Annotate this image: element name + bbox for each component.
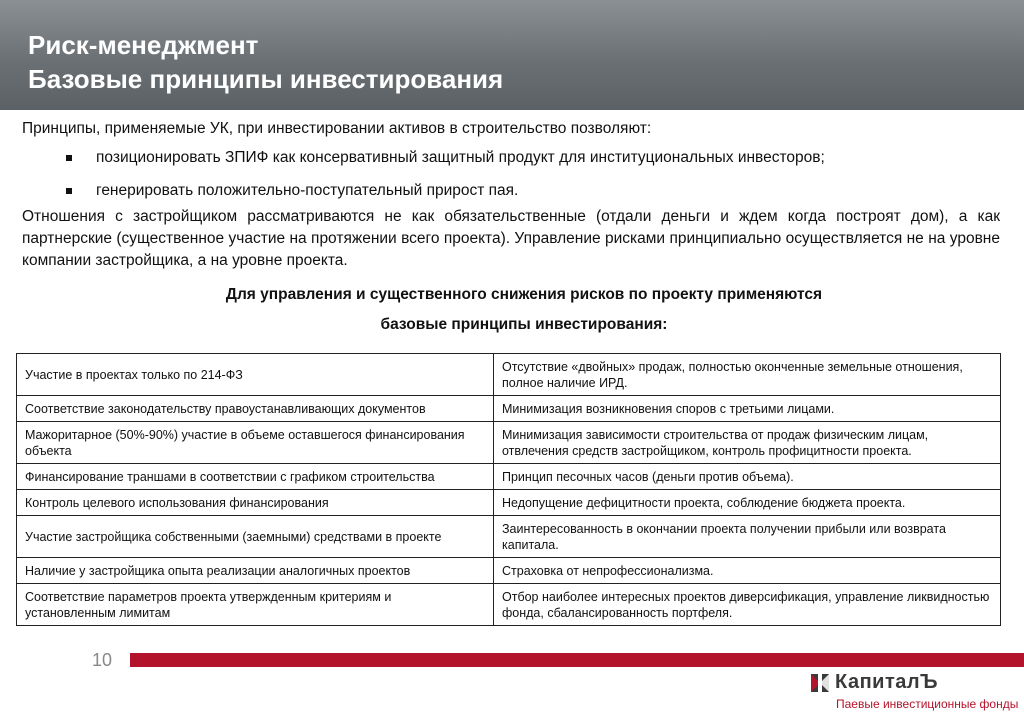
square-bullet-icon (66, 155, 72, 161)
table-cell-principle: Финансирование траншами в соответствии с графиком строительства (17, 464, 494, 490)
table-cell-principle: Мажоритарное (50%-90%) участие в объеме оставшегося финансирования объекта (17, 422, 494, 464)
table-cell-effect: Принцип песочных часов (деньги против объема). (494, 464, 1001, 490)
list-item (66, 180, 996, 202)
table-row (17, 422, 1001, 464)
table-cell-effect: Недопущение дефицитности проекта, соблюдение бюджета проекта. (494, 490, 1001, 516)
kapital-logo-icon (811, 674, 829, 692)
principles-table (16, 353, 1001, 626)
bullet-text: позиционировать ЗПИФ как консервативный защитный продукт для институциональных инвесторов; (96, 149, 825, 166)
table-row (17, 584, 1001, 626)
square-bullet-icon (66, 188, 72, 194)
footer-accent-bar (130, 653, 1024, 667)
slide-title-line2: Базовые принципы инвестирования (28, 64, 504, 94)
bullet-text: генерировать положительно-поступательный прирост пая. (96, 182, 519, 199)
page-number: 10 (92, 650, 113, 670)
table-cell-principle: Соответствие законодательству правоустанавливающих документов (17, 396, 494, 422)
logo-text: КапиталЪ (835, 671, 938, 693)
table-cell-effect: Минимизация возникновения споров с третьими лицами. (494, 396, 1001, 422)
bullet-list (66, 147, 996, 213)
table-cell-principle: Участие застройщика собственными (заемными) средствами в проекте (17, 516, 494, 558)
table-cell-effect: Отбор наиболее интересных проектов диверсификация, управление ликвидностью фонда, сбалансированность портфеля. (494, 584, 1001, 626)
table-row (17, 464, 1001, 490)
slide-header (0, 0, 1024, 110)
table-row (17, 490, 1001, 516)
table-cell-principle: Участие в проектах только по 214-ФЗ (17, 354, 494, 396)
table-cell-principle: Наличие у застройщика опыта реализации аналогичных проектов (17, 558, 494, 584)
list-item (66, 147, 996, 169)
slide-title-line1: Риск-менеджмент (28, 30, 259, 60)
table-cell-effect: Минимизация зависимости строительства от продаж физическим лицам, отвлечения средств застройщиком, контроль профицитности проекта. (494, 422, 1001, 464)
emphasis-line-1: Для управления и существенного снижения рисков по проекту применяются (225, 286, 823, 303)
table-cell-effect: Отсутствие «двойных» продаж, полностью оконченные земельные отношения, полное наличие ИРД. (494, 354, 1001, 396)
table-row (17, 558, 1001, 584)
table-row (17, 354, 1001, 396)
emphasis-line-2: базовые принципы инвестирования: (380, 316, 668, 333)
table-row (17, 516, 1001, 558)
table-cell-principle: Контроль целевого использования финансирования (17, 490, 494, 516)
table-row (17, 396, 1001, 422)
intro-text: Принципы, применяемые УК, при инвестировании активов в строительство позволяют: (22, 120, 652, 137)
table-cell-principle: Соответствие параметров проекта утвержденным критериям и установленным лимитам (17, 584, 494, 626)
logo-tagline: Паевые инвестиционные фонды (836, 697, 1019, 711)
table-cell-effect: Заинтересованность в окончании проекта получении прибыли или возврата капитала. (494, 516, 1001, 558)
table-cell-effect: Страховка от непрофессионализма. (494, 558, 1001, 584)
relations-paragraph: Отношения с застройщиком рассматриваются не как обязательственные (отдали деньги и ждем когда построят дом), а как партнерские (существенное участие на протяжении всего проекта). Управление рисками принципиально осуществляется не на уровне компании застройщика, а на уровне проекта. (22, 208, 1000, 269)
